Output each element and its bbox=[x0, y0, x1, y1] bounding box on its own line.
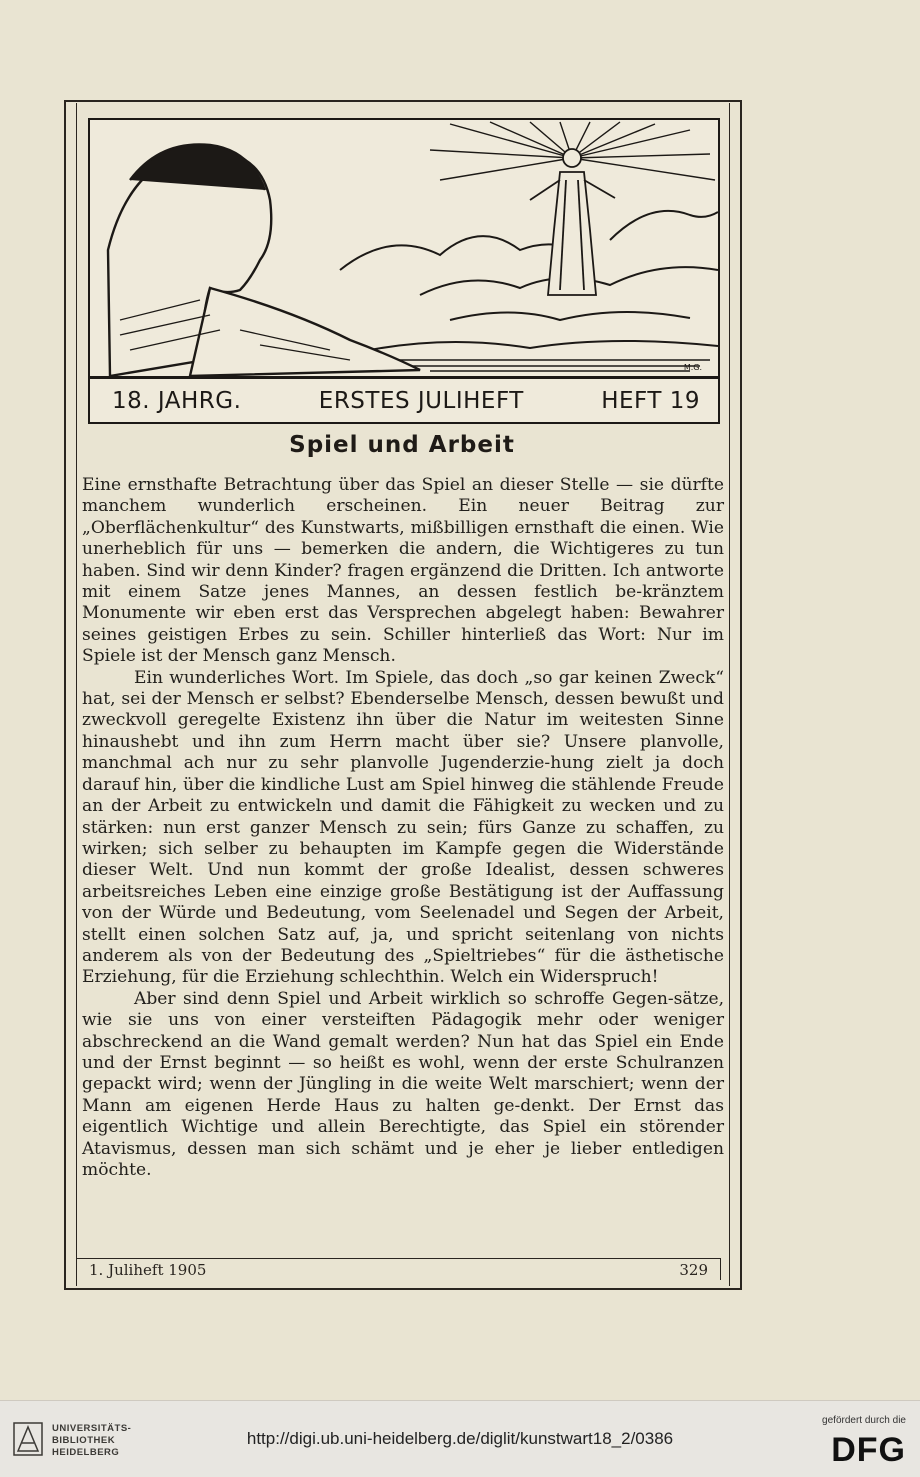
paragraph-1: Eine ernsthafte Betrachtung über das Spiel an dieser Stelle — sie dürfte manchem wunderlich erscheinen. Ein neuer Beitrag zur „Oberflächenkultur“ des Kunstwarts, mißbilligen ernsthaft die einen. Wie unerheblich für uns — bemerken die andern, die Wichtigeres zu tun haben. Sind wir denn Kinder? fragen ergänzend die Dritten. Ich antworte mit einem Satze jenes Mannes, an dessen festlich be-kränztem Monumente wir eben erst das Versprechen abgelegt haben: Bewahrer seines geistigen Erbes zu sein. Schiller hinterließ das Wort: Nur im Spiele ist der Mensch ganz Mensch. bbox=[82, 475, 724, 667]
paragraph-2: Ein wunderliches Wort. Im Spiele, das doch „so gar keinen Zweck“ hat, sei der Mensch er selbst? Ebenderselbe Mensch, dessen bewußt und zweckvoll geregelte Existenz ihn über die Natur im weitesten Sinne hinaushebt und ihn zum Herrn macht über sie? Unsere planvolle, manchmal ach nur zu sehr planvolle Jugenderzie-hung zielt ja doch darauf hin, über die kindliche Lust am Spiel hinweg die stählende Freude an der Arbeit zu entwickeln und damit die Fähigkeit zu wecken und zu stärken: nun erst ganzer Mensch zu sein; fürs Ganze zu schaffen, zu wirken; sich selber zu behaupten im Kampfe gegen die Widerstände dieser Welt. Und nun kommt der große Idealist, dessen schweres arbeitsreiches Leben eine einzige große Bestätigung ist der Auffassung von der Würde und Bedeutung, vom Seelenadel und Segen der Arbeit, stellt einen solchen Satz auf, ja, und spricht seitenlang von nichts anderem als von der Bedeutung des „Spieltriebes“ für die ästhetische Erziehung, für die Erziehung schlechthin. Welch ein Widerspruch! bbox=[82, 667, 724, 988]
woodcut-illustration bbox=[90, 120, 718, 376]
allegorical-figure bbox=[530, 149, 615, 295]
page-number: 329 bbox=[679, 1260, 708, 1279]
header-illustration bbox=[88, 118, 720, 424]
heft-label: HEFT 19 bbox=[601, 387, 700, 414]
artist-signature: M.G. bbox=[683, 363, 702, 372]
university-line-3: HEIDELBERG bbox=[52, 1447, 120, 1458]
footer-issue-date: 1. Juliheft 1905 bbox=[89, 1260, 207, 1279]
digitization-bar bbox=[0, 1400, 920, 1477]
water-lines bbox=[390, 360, 710, 371]
permalink-url[interactable]: http://digi.ub.uni-heidelberg.de/diglit/kunstwart18_2/0386 bbox=[246, 1429, 674, 1448]
mountains bbox=[340, 211, 718, 350]
university-line-1: UNIVERSITÄTS- bbox=[52, 1423, 132, 1434]
volume-label: 18. JAHRG. bbox=[112, 387, 242, 414]
issue-band bbox=[90, 376, 718, 422]
dfg-logo: DFG bbox=[831, 1431, 906, 1469]
article-body bbox=[82, 475, 724, 1181]
article-title: Spiel und Arbeit bbox=[289, 432, 515, 458]
paragraph-3: Aber sind denn Spiel und Arbeit wirklich so schroffe Gegen-sätze, wie sie uns von einer versteiften Pädagogik mehr oder weniger abschreckend an die Wand gemalt werden? Nun hat das Spiel ein Ende und der Ernst beginnt — so heißt es wohl, wenn der erste Schulranzen gepackt wird; wenn der Jüngling in die weite Welt marschiert; wenn der Mann am eigenen Herde Haus zu halten ge-denkt. Der Ernst das eigentlich Wichtige und allein Berechtigte, das Spiel ein störender Atavismus, dessen man sich schämt und je eher je lieber entledigen möchte. bbox=[82, 988, 724, 1180]
sponsor-note: gefördert durch die bbox=[822, 1415, 906, 1426]
man-portrait bbox=[108, 144, 420, 376]
issue-label: ERSTES JULIHEFT bbox=[318, 387, 524, 414]
page-footer bbox=[76, 1258, 721, 1280]
university-line-2: BIBLIOTHEK bbox=[52, 1435, 116, 1446]
